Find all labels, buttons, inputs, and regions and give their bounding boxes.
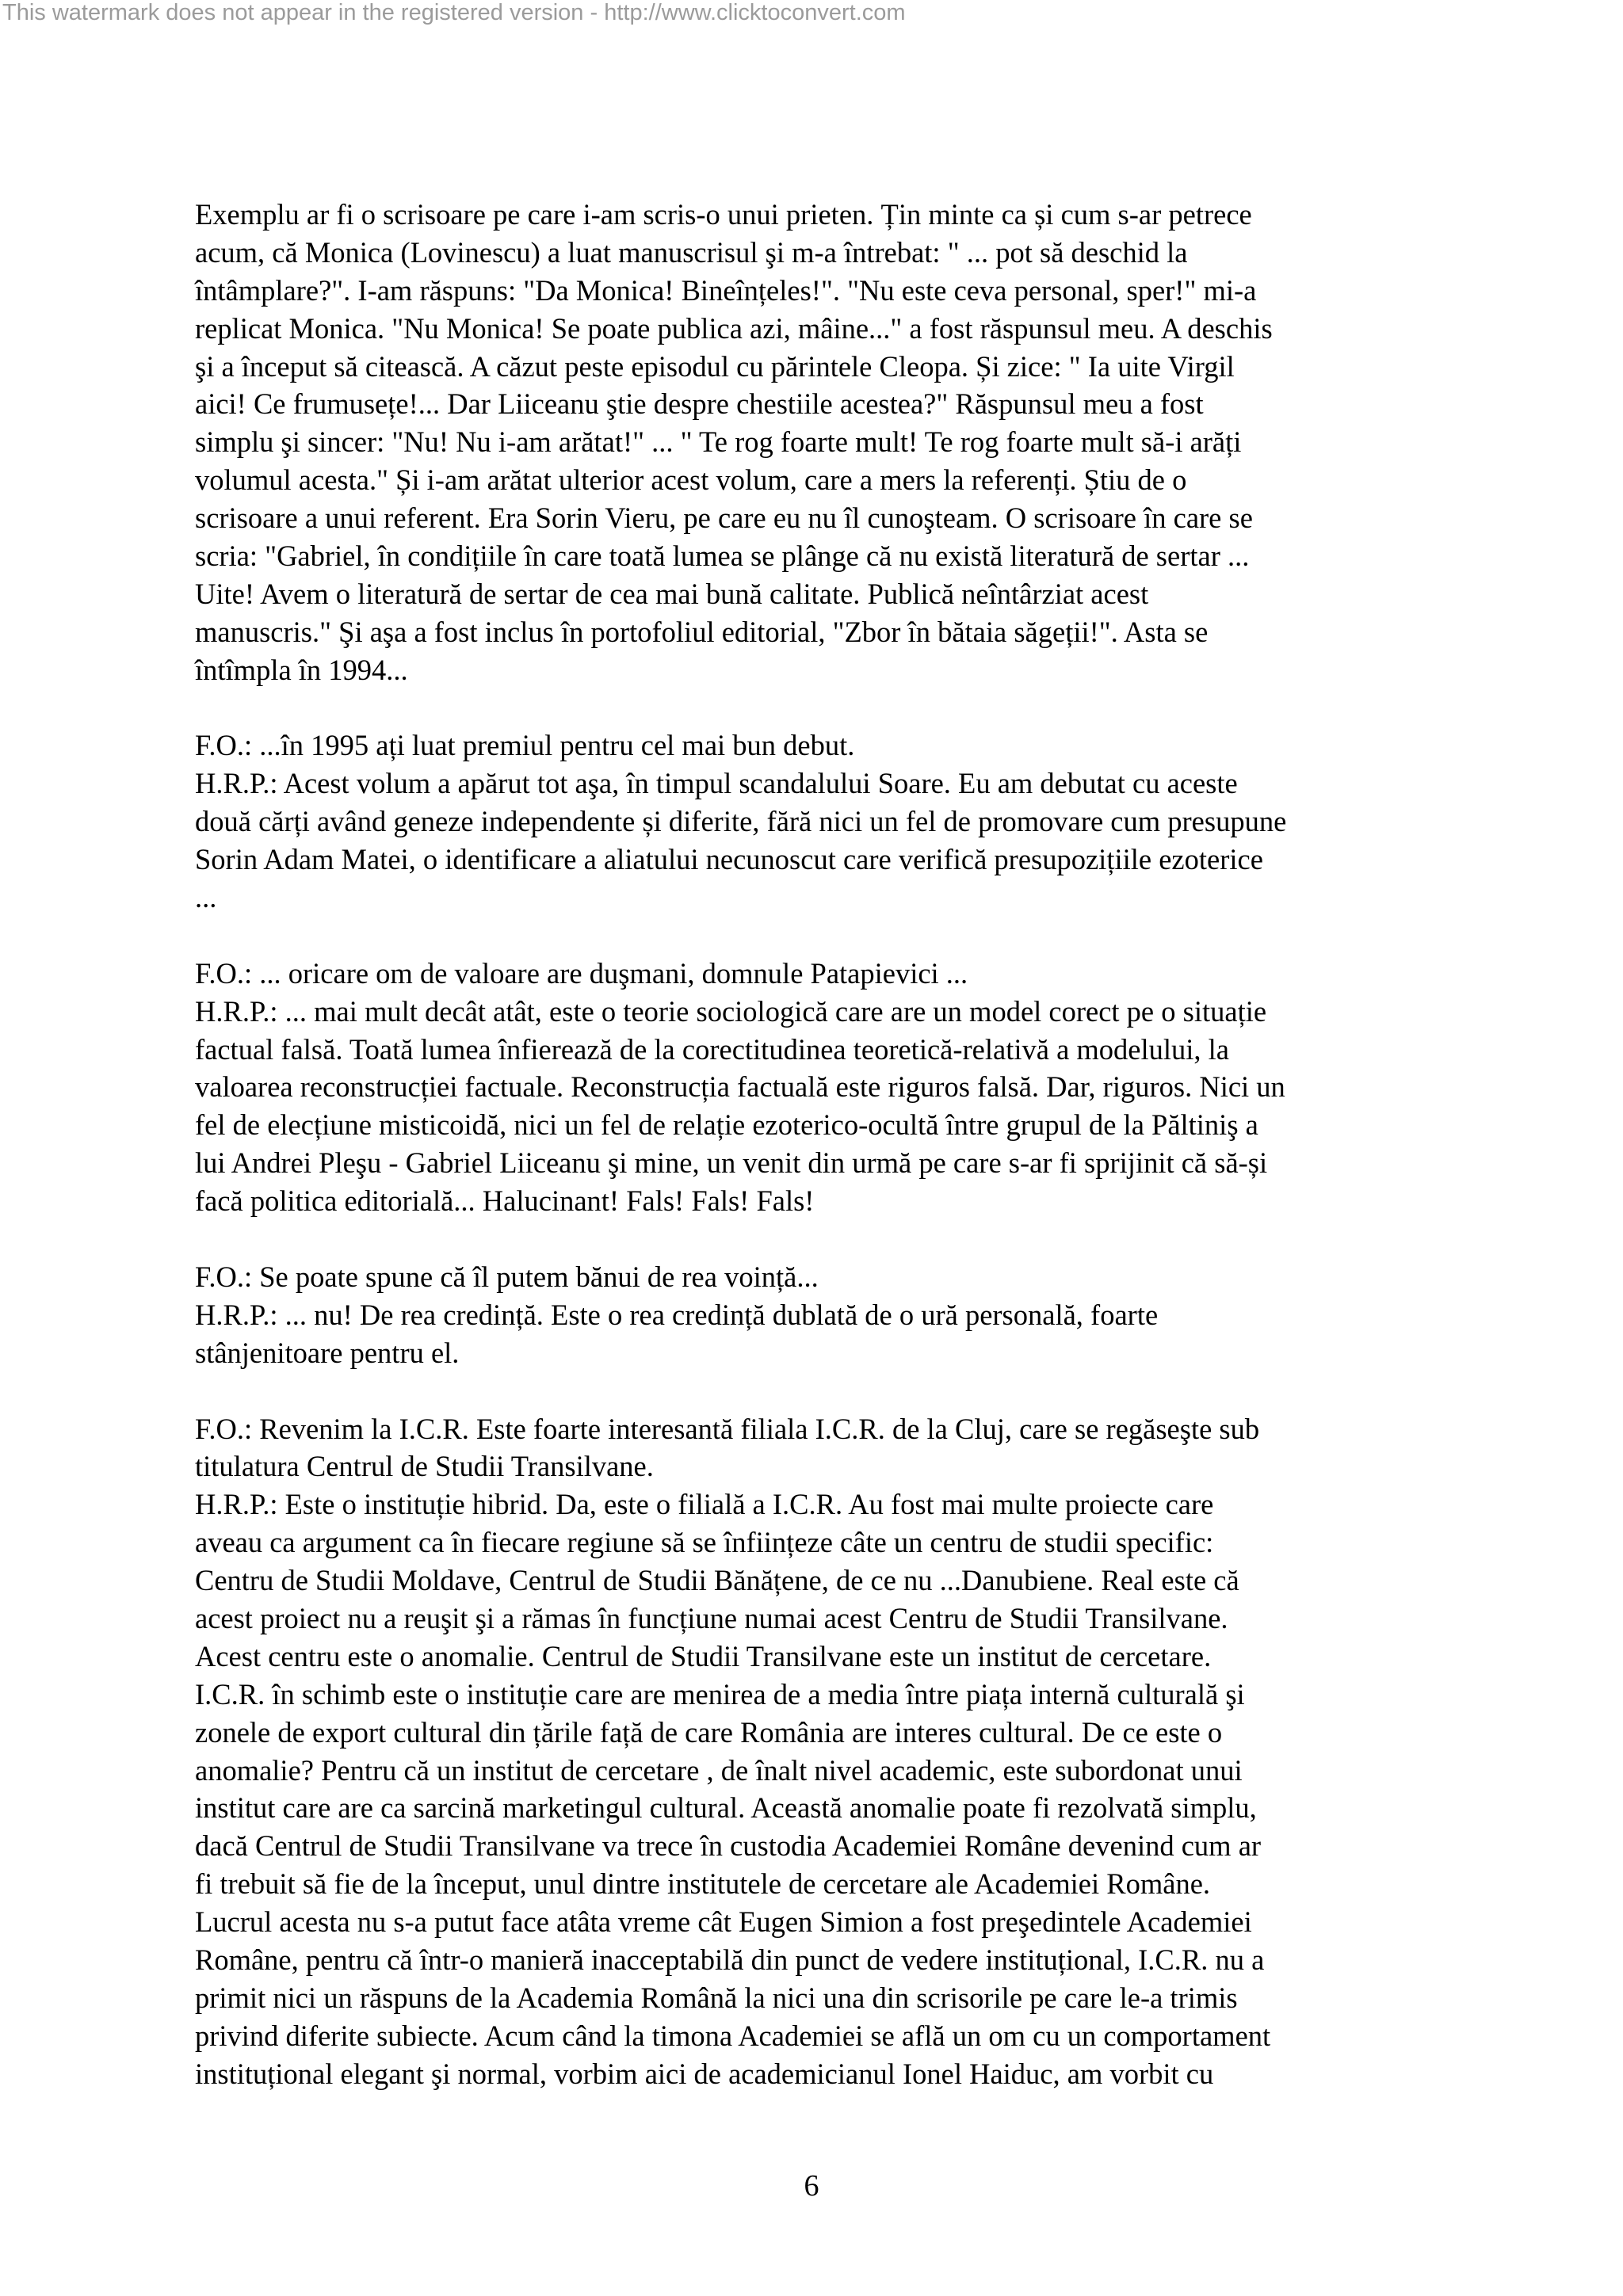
paragraph (195, 196, 1463, 689)
text-line: F.O.: ... oricare om de valoare are duşmani, domnule Patapievici ... (195, 956, 968, 990)
text-line: fi trebuit să fie de la început, unul dintre institutele de cercetare ale Academiei Române. (195, 1867, 1211, 1901)
paragraph-gap (195, 917, 1463, 955)
text-line: Lucrul acesta nu s-a putut face atâta vreme cât Eugen Simion a fost preşedintele Academiei (195, 1905, 1252, 1939)
text-line: scria: "Gabriel, în condițiile în care toată lumea se plânge că nu există literatură de sertar ... (195, 540, 1250, 573)
text-line: replicat Monica. "Nu Monica! Se poate publica azi, mâine..." a fost răspunsul meu. A deschis (195, 311, 1273, 345)
text-line: dacă Centrul de Studii Transilvane va trece în custodia Academiei Române devenind cum ar (195, 1829, 1262, 1863)
text-line: două cărți având geneze independente și diferite, fără nici un fel de promovare cum presupune (195, 805, 1287, 838)
text-line: I.C.R. în schimb este o instituție care are menirea de a media între piața internă culturală şi (195, 1677, 1245, 1711)
text-line: Române, pentru că într-o manieră inacceptabilă din punct de vedere instituțional, I.C.R. nu a (195, 1943, 1265, 1976)
text-line: manuscris." Şi aşa a fost inclus în portofoliul editorial, "Zbor în bătaia săgeții!". Asta se (195, 615, 1209, 648)
text-line: stânjenitoare pentru el. (195, 1336, 460, 1369)
paragraph (195, 1410, 1463, 2093)
text-line: simplu şi sincer: "Nu! Nu i-am arătat!" ... " Te rog foarte mult! Te rog foarte mult să-i arăți (195, 425, 1242, 459)
text-line: volumul acesta." Și i-am arătat ulterior acest volum, care a mers la referenți. Știu de o (195, 463, 1187, 497)
paragraph-gap (195, 689, 1463, 727)
text-line: acest proiect nu a reuşit şi a rămas în funcțiune numai acest Centru de Studii Transilvane. (195, 1601, 1228, 1634)
paragraph (195, 727, 1463, 916)
watermark (2, 0, 906, 26)
watermark-text: This watermark does not appear in the registered version - (2, 0, 605, 25)
text-line: ... (195, 881, 217, 914)
text-line: şi a început să citească. A căzut peste episodul cu părintele Cleopa. Și zice: " Ia uite Virgil (195, 349, 1235, 383)
paragraph (195, 1258, 1463, 1372)
text-line: lui Andrei Pleşu - Gabriel Liiceanu şi mine, un venit din urmă pe care s-ar fi sprijinit că să-și (195, 1146, 1268, 1180)
text-line: zonele de export cultural din țările față de care România are interes cultural. De ce este o (195, 1715, 1223, 1749)
page-number: 6 (804, 2169, 819, 2203)
text-line: primit nici un răspuns de la Academia Română la nici una din scrisorile pe care le-a trimis (195, 1981, 1238, 2014)
text-line: facă politica editorială... Halucinant! Fals! Fals! Fals! (195, 1184, 815, 1218)
text-line: F.O.: Revenim la I.C.R. Este foarte interesantă filiala I.C.R. de la Cluj, care se regăseşte sub (195, 1412, 1260, 1445)
text-line: H.R.P.: Acest volum a apărut tot aşa, în timpul scandalului Soare. Eu am debutat cu aceste (195, 767, 1238, 800)
text-line: scrisoare a unui referent. Era Sorin Vieru, pe care eu nu îl cunoşteam. O scrisoare în care se (195, 502, 1253, 535)
text-line: valoarea reconstrucției factuale. Reconstrucția factuală este riguros falsă. Dar, riguros. Nici un (195, 1070, 1285, 1104)
text-line: titulatura Centrul de Studii Transilvane. (195, 1450, 654, 1483)
text-line: institut care are ca sarcină marketingul cultural. Această anomalie poate fi rezolvată simplu, (195, 1791, 1257, 1825)
text-line: Exemplu ar fi o scrisoare pe care i-am scris-o unui prieten. Țin minte ca și cum s-ar petrece (195, 198, 1252, 231)
text-line: Centru de Studii Moldave, Centrul de Studii Bănățene, de ce nu ...Danubiene. Real este că (195, 1564, 1239, 1597)
text-line: F.O.: ...în 1995 ați luat premiul pentru cel mai bun debut. (195, 729, 855, 762)
watermark-link[interactable]: http://www.clicktoconvert.com (604, 0, 906, 25)
text-line: H.R.P.: ... nu! De rea credință. Este o rea credință dublată de o ură personală, foarte (195, 1298, 1159, 1331)
text-line: întîmpla în 1994... (195, 653, 408, 686)
text-line: H.R.P.: Este o instituție hibrid. Da, este o filială a I.C.R. Au fost mai multe proiecte care (195, 1488, 1214, 1521)
text-line: Uite! Avem o literatură de sertar de cea mai bună calitate. Publică neîntârziat acest (195, 577, 1149, 610)
document-body (195, 196, 1463, 2093)
text-line: Sorin Adam Matei, o identificare a aliatului necunoscut care verifică presupozițiile ezoterice (195, 843, 1263, 876)
paragraph-gap (195, 1372, 1463, 1410)
paragraph-gap (195, 1220, 1463, 1258)
text-line: întâmplare?". I-am răspuns: "Da Monica! Bineînțeles!". "Nu este ceva personal, sper!" mi-a (195, 273, 1257, 307)
text-line: privind diferite subiecte. Acum când la timona Academiei se află un om cu un comportament (195, 2019, 1271, 2052)
text-line: aici! Ce frumusețe!... Dar Liiceanu ştie despre chestiile acestea?" Răspunsul meu a fost (195, 387, 1204, 421)
text-line: anomalie? Pentru că un institut de cercetare , de înalt nivel academic, este subordonat unui (195, 1753, 1243, 1787)
text-line: Acest centru este o anomalie. Centrul de Studii Transilvane este un institut de cercetare. (195, 1639, 1212, 1672)
text-line: aveau ca argument ca în fiecare regiune să se înființeze câte un centru de studii specific: (195, 1526, 1214, 1559)
text-line: H.R.P.: ... mai mult decât atât, este o teorie sociologică care are un model corect pe o situație (195, 994, 1267, 1028)
text-line: fel de elecțiune misticoidă, nici un fel de relație ezoterico-ocultă între grupul de la Păltiniş a (195, 1108, 1258, 1142)
paragraph (195, 955, 1463, 1220)
text-line: instituțional elegant şi normal, vorbim aici de academicianul Ionel Haiduc, am vorbit cu (195, 2057, 1214, 2090)
text-line: F.O.: Se poate spune că îl putem bănui de rea voință... (195, 1260, 819, 1293)
text-line: acum, că Monica (Lovinescu) a luat manuscrisul şi m-a întrebat: " ... pot să deschid la (195, 235, 1188, 269)
text-line: factual falsă. Toată lumea înfierează de la corectitudinea teoretică-relativă a modelului, la (195, 1032, 1229, 1066)
